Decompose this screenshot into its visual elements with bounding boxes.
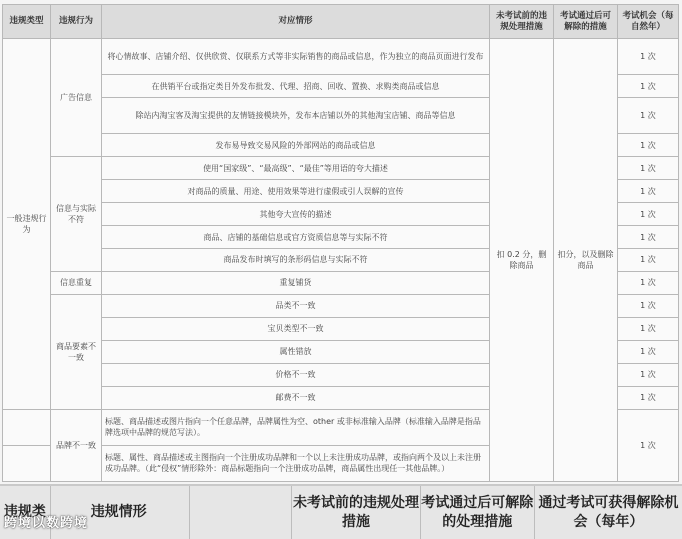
watermark-logo: 跨境以数跨境 <box>4 516 89 531</box>
chance-cell: 1 次 <box>618 340 679 363</box>
header-violation-behavior: 违规行为 <box>51 5 102 39</box>
footer-measure-after: 考试通过后可解除的处理措施 <box>421 486 535 539</box>
header-measure-before: 未考试前的违规处理措施 <box>490 5 554 39</box>
footer-violation-type: 违规类 <box>0 486 51 539</box>
header-situation: 对应情形 <box>102 5 490 39</box>
situation-cell: 除站内淘宝客及淘宝提供的友情链接模块外，发布本店铺以外的其他淘宝店铺、商品等信息 <box>102 98 490 134</box>
situation-cell: 属性错放 <box>102 340 490 363</box>
behavior-cell: 信息重复 <box>51 271 102 294</box>
chance-cell: 1 次 <box>618 75 679 98</box>
measure-before-cell: 扣 0.2 分，删除商品 <box>490 39 554 482</box>
chance-cell: 1 次 <box>618 271 679 294</box>
chance-cell: 1 次 <box>618 134 679 157</box>
header-exam-chance: 考试机会（每自然年） <box>618 5 679 39</box>
situation-cell: 标题、属性、商品描述或主图指向一个注册成功品牌和一个以上未注册成功品牌，或指向两个及以上未注册成功品牌。（此“侵权”情形除外：商品标题指向一个注册成功品牌，商品属性出现任一其他品牌。） <box>102 445 490 481</box>
violation-type-cell-blank <box>3 409 51 445</box>
chance-cell: 1 次 <box>618 98 679 134</box>
chance-cell: 1 次 <box>618 249 679 272</box>
chance-cell: 1 次 <box>618 157 679 180</box>
chance-cell: 1 次 <box>618 226 679 249</box>
table-header-row <box>3 5 679 39</box>
situation-cell: 商品、店铺的基础信息或官方资质信息等与实际不符 <box>102 226 490 249</box>
chance-cell: 1 次 <box>618 386 679 409</box>
violation-rules-table <box>2 4 679 482</box>
violation-type-cell-blank <box>3 445 51 481</box>
situation-cell: 商品发布时填写的条形码信息与实际不符 <box>102 249 490 272</box>
situation-cell: 品类不一致 <box>102 294 490 317</box>
behavior-cell: 品牌不一致 <box>51 409 102 481</box>
situation-cell: 重复铺货 <box>102 271 490 294</box>
footer-situation: 违规情形 <box>51 486 190 539</box>
footer-blank <box>190 486 292 539</box>
situation-cell: 标题、商品描述或图片指向一个任意品牌，品牌属性为空、other 或非标准输入品牌（标准输入品牌是指品牌选项中品牌的规范写法）。 <box>102 409 490 445</box>
table-row <box>3 39 679 75</box>
footer-measure-before: 未考试前的违规处理措施 <box>292 486 420 539</box>
chance-cell: 1 次 <box>618 317 679 340</box>
situation-cell: 邮费不一致 <box>102 386 490 409</box>
behavior-cell: 信息与实际不符 <box>51 157 102 272</box>
situation-cell: 价格不一致 <box>102 363 490 386</box>
situation-cell: 使用“国家级”、“最高级”、“最佳”等用语的夸大描述 <box>102 157 490 180</box>
header-violation-type: 违规类型 <box>3 5 51 39</box>
behavior-cell: 广告信息 <box>51 39 102 157</box>
chance-cell: 1 次 <box>618 203 679 226</box>
chance-cell: 1 次 <box>618 180 679 203</box>
chance-cell: 1 次 <box>618 363 679 386</box>
situation-cell: 其他夸大宣传的描述 <box>102 203 490 226</box>
repeated-header-strip <box>0 484 682 539</box>
header-measure-after: 考试通过后可解除的措施 <box>554 5 618 39</box>
situation-cell: 发布易导致交易风险的外部网站的商品或信息 <box>102 134 490 157</box>
measure-after-cell: 扣分，以及删除商品 <box>554 39 618 482</box>
situation-cell: 对商品的质量、用途、使用效果等进行虚假或引人误解的宣传 <box>102 180 490 203</box>
footer-exam-chance: 通过考试可获得解除机会（每年） <box>538 494 679 530</box>
situation-cell: 在供销平台或指定类目外发布批发、代理、招商、回收、置换、求购类商品或信息 <box>102 75 490 98</box>
violation-type-cell: 一般违规行为 <box>3 39 51 410</box>
chance-cell: 1 次 <box>618 409 679 481</box>
situation-cell: 宝贝类型不一致 <box>102 317 490 340</box>
chance-cell: 1 次 <box>618 294 679 317</box>
situation-cell: 将心情故事、店铺介绍、仅供欣赏、仅联系方式等非实际销售的商品或信息，作为独立的商品页面进行发布 <box>102 39 490 75</box>
behavior-cell: 商品要素不一致 <box>51 294 102 409</box>
chance-cell: 1 次 <box>618 39 679 75</box>
